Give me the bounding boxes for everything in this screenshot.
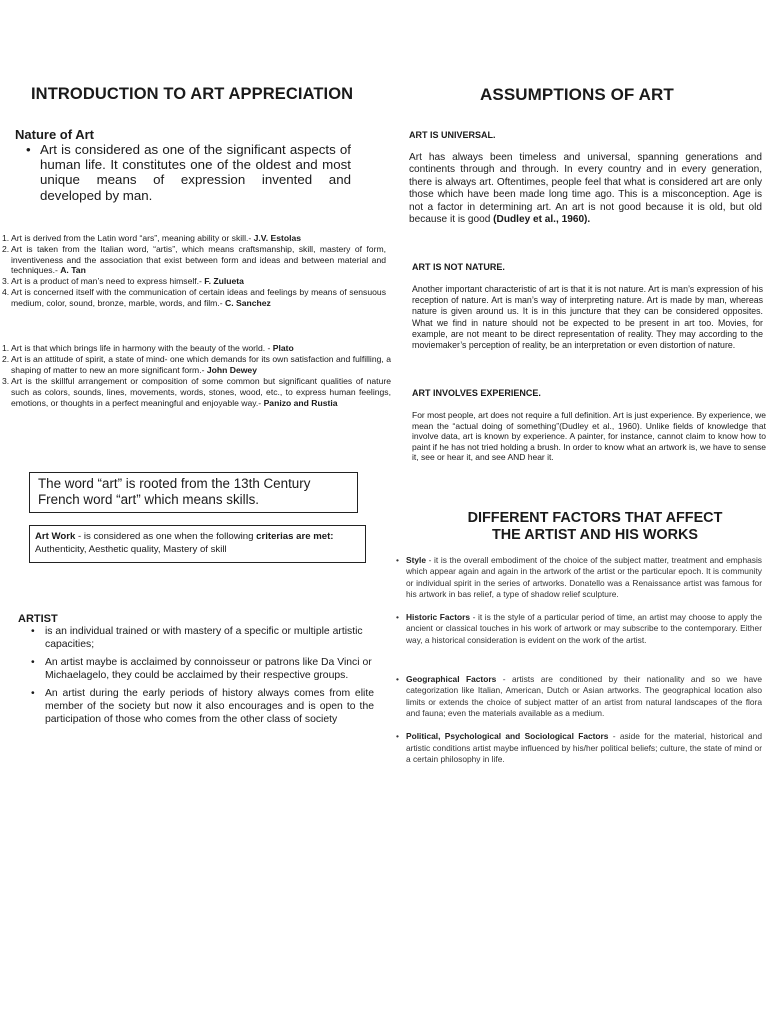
factor-text: - artists are conditioned by their nationality and so we have categorization like Italian, American, Dutch or Asian artworks. The geographical location also limits or extends the choice of subject matter of an artist from natural landscapes of the flora and fauna; even the materials available as a medium.: [406, 674, 762, 718]
assumption-section-universal: [409, 130, 762, 226]
factor-item: [396, 612, 762, 646]
factor-item: [396, 674, 762, 719]
factor-text: - aside for the material, historical and artistic conditions artist maybe influenced by his/her political beliefs; culture, the state of mind or a certain philosophy in life.: [406, 731, 762, 764]
section-heading: ART IS NOT NATURE.: [412, 262, 505, 272]
definition-item: [2, 287, 386, 309]
artist-bullet: • is an individual trained or with mastery of a specific or multiple artistic capacities;: [31, 626, 374, 651]
art-work-label: Art Work: [35, 531, 76, 542]
definition-text: Art is an attitude of spirit, a state of mind- one which demands for its own satisfaction and fulfilling, a shaping of matter to new an more significant form.-: [11, 353, 391, 375]
art-work-criteria-label: criterias are met:: [256, 531, 334, 542]
bullet-icon: •: [396, 612, 399, 623]
art-work-box: [29, 525, 366, 563]
definition-number: 2.: [2, 353, 10, 364]
definition-author: A. Tan: [60, 265, 86, 276]
definition-number: 3.: [2, 276, 10, 287]
definition-item: [2, 276, 386, 287]
definition-item: [2, 233, 386, 244]
section-body: [409, 152, 762, 226]
definition-text: Art is that which brings life in harmony with the beauty of the world. -: [11, 343, 273, 353]
bullet-icon: •: [396, 555, 399, 565]
right-title: ASSUMPTIONS OF ART: [480, 85, 674, 104]
word-origin-text: The word “art” is rooted from the 13th Century French word “art” which means skills.: [38, 476, 311, 507]
left-title: INTRODUCTION TO ART APPRECIATION: [31, 85, 354, 103]
definition-text: Art is concerned itself with the communication of certain ideas and feelings by means of sensuous medium, color, sound, bronze, marble, words, and film.-: [11, 286, 386, 308]
assumption-section-not-nature: [412, 262, 763, 351]
definition-author: Plato: [272, 343, 294, 353]
definition-text: Art is taken from the Italian word, “artis”, which means craftsmanship, skill, mastery of form, inventiveness and the association that exist between form and ideas and between material and techniques.-: [11, 243, 386, 276]
definition-author: J.V. Estolas: [253, 233, 302, 243]
definition-item: [2, 244, 386, 276]
section-heading: ART IS UNIVERSAL.: [409, 130, 496, 140]
definitions-list-2: [2, 343, 391, 408]
factors-title-line-2: THE ARTIST AND HIS WORKS: [492, 527, 698, 543]
definition-text: Art is derived from the Latin word “ars”, meaning ability or skill.-: [11, 233, 254, 243]
section-body: For most people, art does not require a full definition. Art is just experience. By experience, we mean the “actual doing of something”(Dudley et al., 1960). Unlike fields of knowledge that involve data, art is known by experience. A painter, for instance, cannot claim to know how to paint if he has not tried holding a brush. In order to know what an artwork is, we have to sense it, see or hear it, and see AND hear it.: [412, 410, 766, 463]
artist-bullet: • An artist during the early periods of history always comes from elite member of the society but now it also encourages and is open to the participation of those who comes from the other class of society: [31, 688, 374, 726]
factor-item: [396, 731, 762, 765]
nature-bullet: • Art is considered as one of the significant aspects of human life. It constitutes one of the oldest and most unique means of expression invented and developed by man.: [26, 142, 351, 203]
factor-label: Political, Psychological and Sociological Factors: [406, 731, 609, 742]
factors-title-line-1: DIFFERENT FACTORS THAT AFFECT: [467, 510, 723, 526]
definition-item: [2, 354, 391, 376]
definition-number: 1.: [2, 233, 10, 243]
definition-author: Panizo and Rustia: [263, 397, 338, 408]
section-body: Another important characteristic of art is that it is not nature. Art is man’s expression of his reception of nature. Art is man’s way of interpreting nature. Art is made by man, whereas nature is given around us. It is in this juncture that they can be considered opposites. What we find in nature should not be expected to be present in art too. Movies, for example, are not meant to be direct representation of reality. They may according to the moviemaker’s perception of reality, be an interpretation or even distortion of nature.: [412, 284, 763, 351]
section-citation: (Dudley et al., 1960).: [493, 214, 591, 226]
factors-title: [420, 510, 768, 544]
bullet-icon: •: [396, 731, 399, 742]
factor-text: - it is the style of a particular period of time, an artist may choose to apply the ancient or classical touches in his work of artwork or may subscribe to the contemporary. Either way, a historical consideration is evident on the work of the artist.: [406, 612, 762, 645]
art-work-text-1: - is considered as one when the following: [75, 531, 257, 542]
artist-bullets: [31, 626, 374, 726]
definition-text: Art is the skillful arrangement or composition of some common but significant qualities of nature such as colors, sounds, lines, movements, words, stones, wood, etc., to express human feelings, emotions, or thoughts in a perfect meaningful and enjoyable way.-: [11, 375, 391, 408]
artist-bullet: • An artist maybe is acclaimed by connoisseur or patrons like Da Vinci or Michaelagelo, they could be acclaimed by their respective groups.: [31, 657, 374, 682]
definitions-list-1: [2, 233, 386, 309]
nature-bullet-list: [26, 142, 351, 203]
definition-item: [2, 343, 391, 354]
factor-label: Historic Factors: [406, 612, 471, 623]
section-body-text: Art has always been timeless and universal, spanning generations and continents through and through. In every country and in every generation, there is always art. Oftentimes, people feel that what is considered art are only those which have been made long time ago. This is a misconception. Age is not a factor in determining art. An art is not good because it is old, but old because it is good: [409, 152, 762, 226]
definition-text: Art is a product of man’s need to express himself.-: [11, 276, 205, 287]
assumption-section-experience: [412, 388, 766, 463]
definition-number: 2.: [2, 243, 10, 254]
factor-label: Style: [406, 555, 427, 565]
factor-item: [396, 555, 762, 600]
art-work-text-2: Authenticity, Aesthetic quality, Mastery of skill: [35, 543, 227, 555]
factor-label: Geographical Factors: [406, 674, 497, 685]
definition-author: John Dewey: [206, 364, 257, 375]
section-heading: ART INVOLVES EXPERIENCE.: [412, 388, 541, 398]
definition-author: C. Sanchez: [224, 297, 271, 308]
definition-number: 3.: [2, 375, 10, 386]
definition-item: [2, 376, 391, 409]
bullet-icon: •: [396, 674, 399, 685]
definition-number: 1.: [2, 343, 10, 353]
word-origin-box: [29, 472, 358, 513]
definition-author: F. Zulueta: [204, 276, 244, 287]
artist-heading: ARTIST: [18, 613, 58, 625]
definition-number: 4.: [2, 286, 10, 297]
nature-heading: Nature of Art: [15, 127, 94, 142]
factor-text: - it is the overall embodiment of the choice of the subject matter, treatment and emphasis which appear again and again in the artwork of the artist or the particular epoch. It is community or individual spirit in the series of artworks. Donatello was a Renaissance artist was famous for his artwork in bas relief, a type of shadow relief sculpture.: [406, 555, 762, 599]
factors-list: [396, 555, 762, 765]
